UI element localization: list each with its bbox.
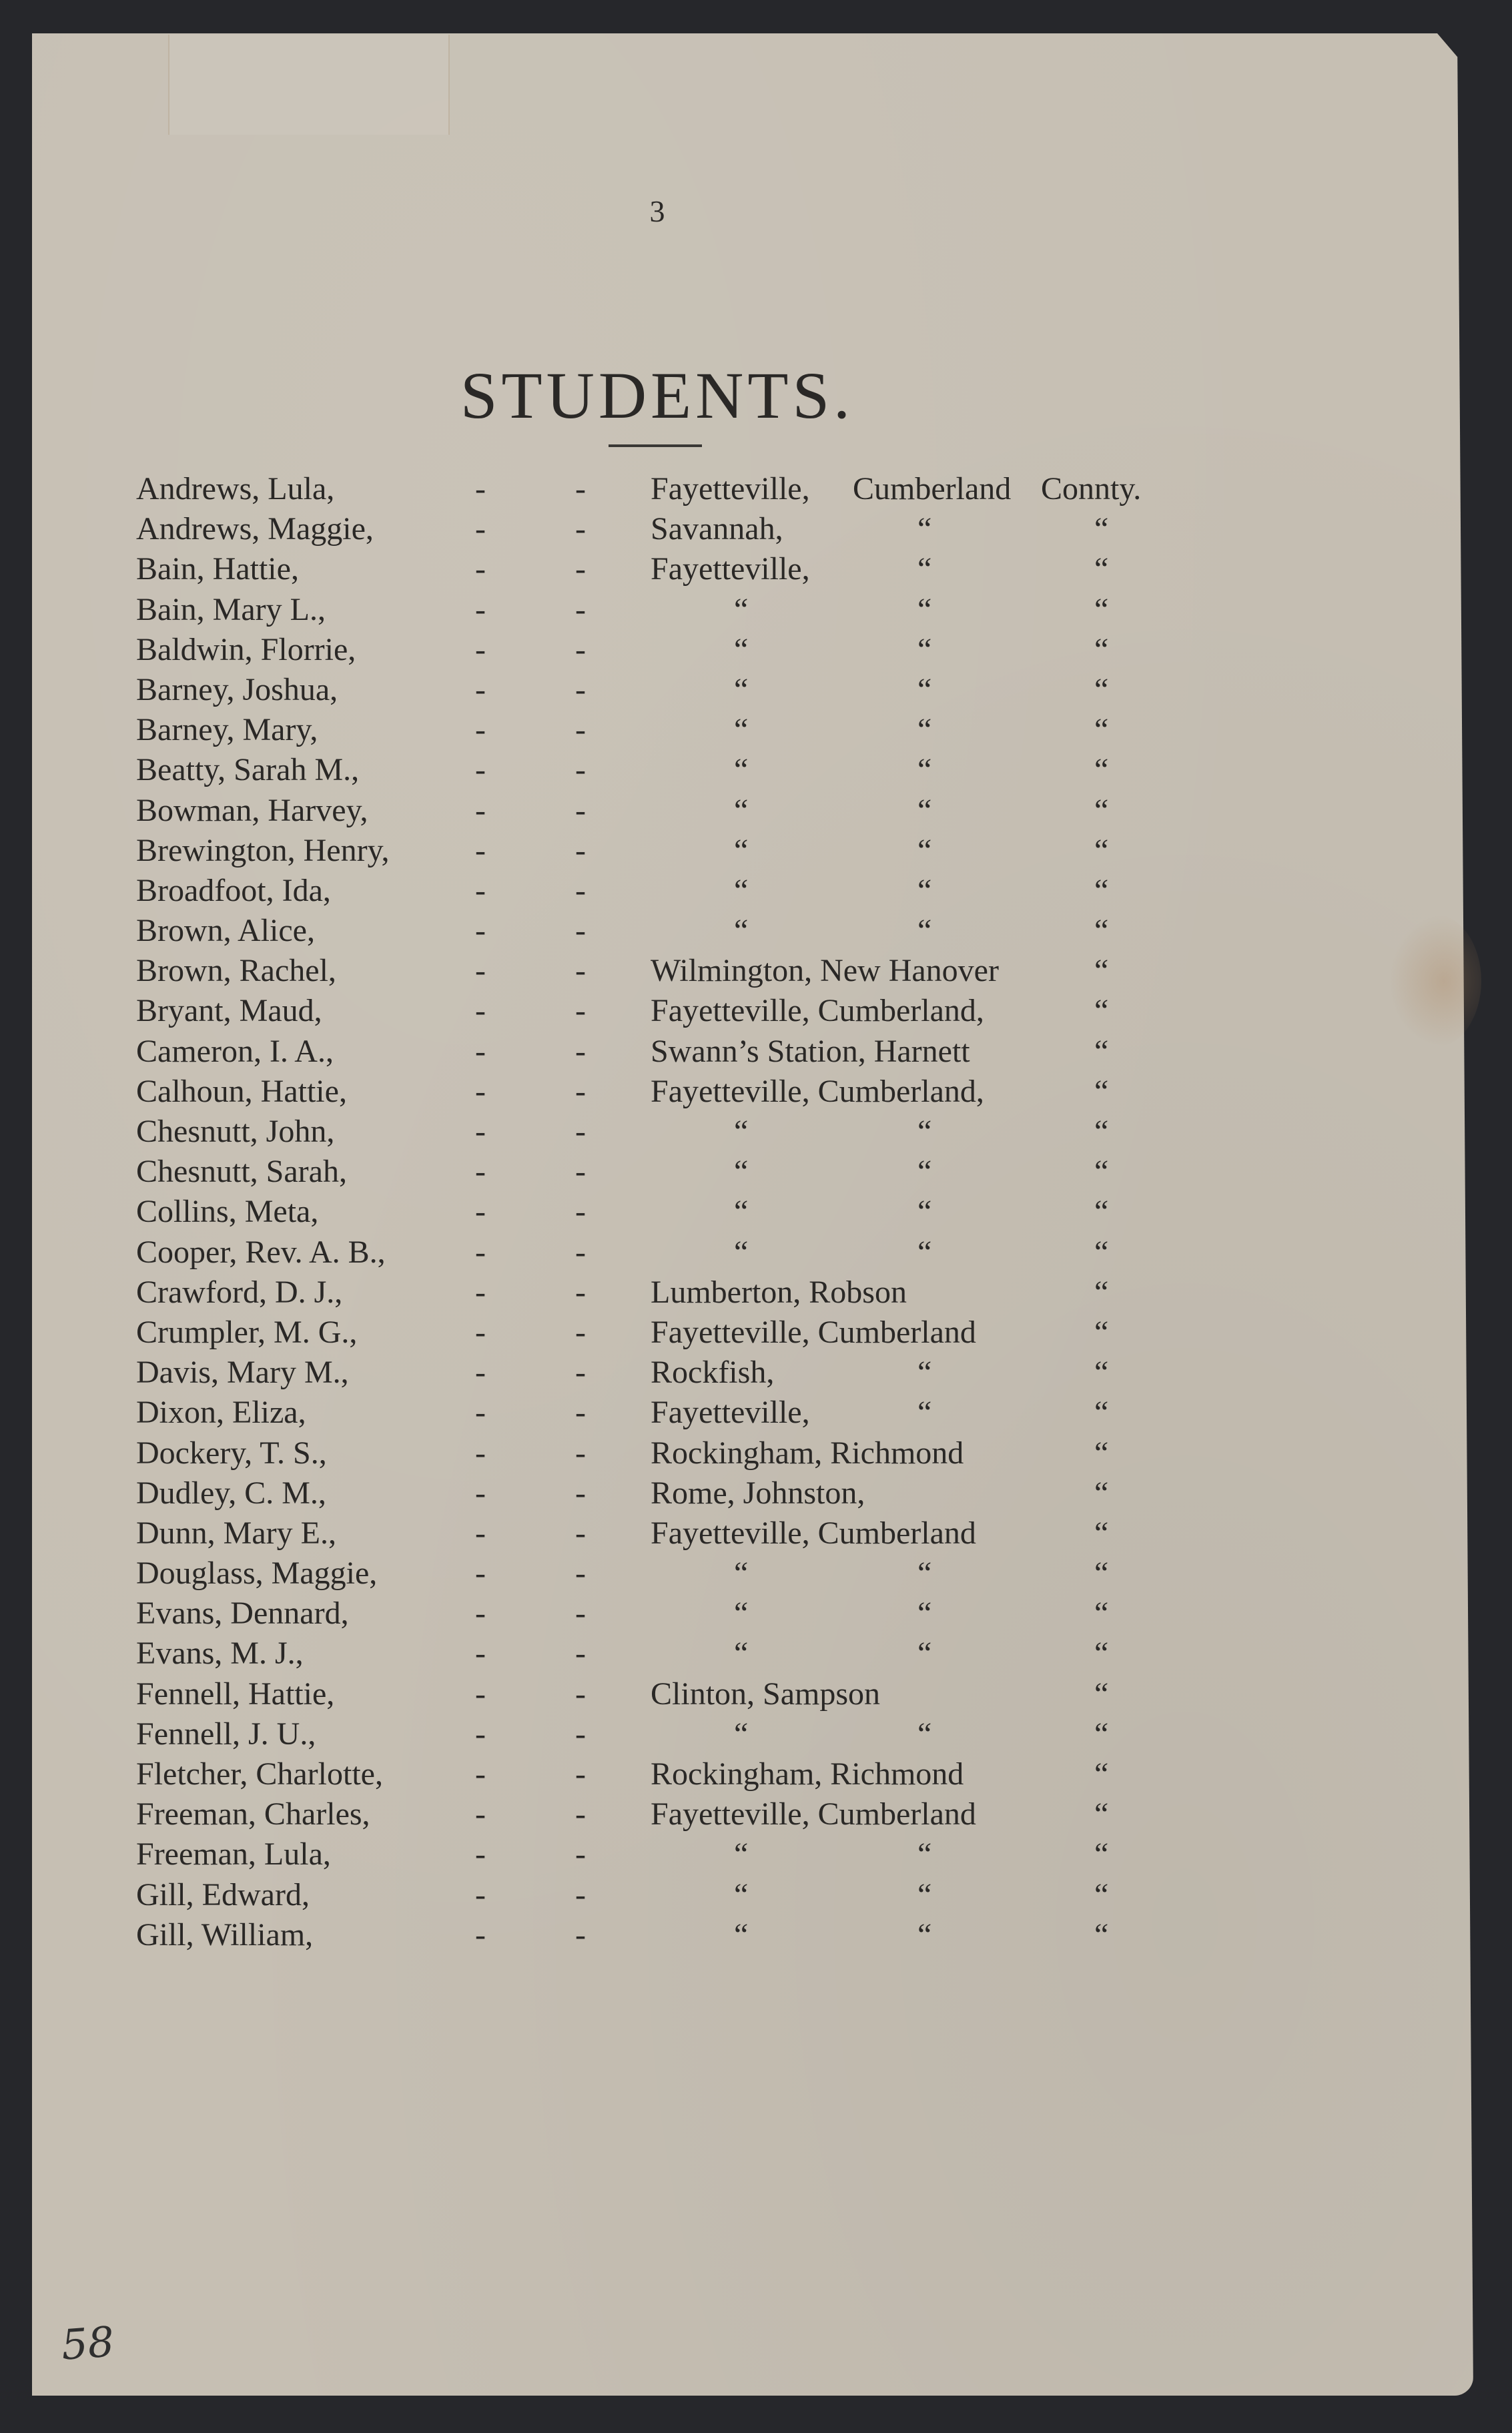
student-row xyxy=(0,1796,1512,1836)
student-row xyxy=(0,1033,1512,1073)
ditto-mark-town: “ xyxy=(734,1876,749,1913)
separator-dash: - xyxy=(575,1555,586,1592)
ditto-mark-state: “ xyxy=(1094,913,1109,949)
county-label: Connty. xyxy=(1041,471,1142,506)
separator-dash: - xyxy=(575,1274,586,1310)
separator-dash: - xyxy=(475,712,486,748)
student-name: Brewington, Henry, xyxy=(136,832,390,868)
student-row xyxy=(0,912,1512,952)
student-row xyxy=(0,1153,1512,1193)
ditto-mark-state: “ xyxy=(1094,1154,1109,1190)
student-row xyxy=(0,992,1512,1032)
student-row xyxy=(0,872,1512,912)
student-row xyxy=(0,1515,1512,1555)
student-row xyxy=(0,1314,1512,1354)
ditto-mark-state: “ xyxy=(1094,1917,1109,1953)
ditto-mark-town: “ xyxy=(734,1234,749,1270)
ditto-mark-county: “ xyxy=(917,1355,932,1391)
student-residence: Fayetteville, xyxy=(651,471,810,506)
separator-dash: - xyxy=(575,631,586,667)
ditto-mark-county: “ xyxy=(917,551,932,587)
separator-dash: - xyxy=(575,1917,586,1953)
student-row xyxy=(0,470,1512,510)
separator-dash: - xyxy=(575,1596,586,1632)
student-residence: Swann’s Station, Harnett xyxy=(651,1033,970,1069)
separator-dash: - xyxy=(575,1636,586,1672)
ditto-mark-county: “ xyxy=(917,1555,932,1592)
student-name: Chesnutt, Sarah, xyxy=(136,1154,347,1190)
student-name: Beatty, Sarah M., xyxy=(136,752,360,788)
separator-dash: - xyxy=(475,1314,486,1350)
student-name: Dudley, C. M., xyxy=(136,1475,326,1511)
student-name: Cameron, I. A., xyxy=(136,1033,334,1069)
separator-dash: - xyxy=(575,1114,586,1149)
separator-dash: - xyxy=(575,671,586,707)
separator-dash: - xyxy=(475,953,486,989)
student-row xyxy=(0,591,1512,631)
ditto-mark-county: “ xyxy=(917,1194,932,1230)
student-name: Gill, Edward, xyxy=(136,1876,310,1913)
separator-dash: - xyxy=(475,1836,486,1872)
ditto-mark-state: “ xyxy=(1094,872,1109,908)
separator-dash: - xyxy=(475,1515,486,1551)
separator-dash: - xyxy=(575,471,586,506)
student-name: Fletcher, Charlotte, xyxy=(136,1756,383,1792)
student-row xyxy=(0,1876,1512,1917)
ditto-mark-town: “ xyxy=(734,1154,749,1190)
student-row xyxy=(0,1354,1512,1394)
archival-mark: 58 xyxy=(59,2317,116,2370)
student-name: Evans, Dennard, xyxy=(136,1596,349,1632)
separator-dash: - xyxy=(475,993,486,1029)
student-name: Freeman, Lula, xyxy=(136,1836,331,1872)
student-residence: Fayetteville, Cumberland, xyxy=(651,1073,984,1109)
ditto-mark-town: “ xyxy=(734,1716,749,1752)
student-row xyxy=(0,832,1512,872)
separator-dash: - xyxy=(575,792,586,828)
separator-dash: - xyxy=(575,752,586,788)
student-residence: Fayetteville, Cumberland xyxy=(651,1515,976,1551)
ditto-mark-town: “ xyxy=(734,591,749,627)
ditto-mark-state: “ xyxy=(1094,792,1109,828)
ditto-mark-town: “ xyxy=(734,1596,749,1632)
separator-dash: - xyxy=(475,1154,486,1190)
ditto-mark-town: “ xyxy=(734,792,749,828)
separator-dash: - xyxy=(475,551,486,587)
ditto-mark-state: “ xyxy=(1094,1756,1109,1792)
student-residence: Fayetteville, Cumberland, xyxy=(651,993,984,1029)
ditto-mark-county: “ xyxy=(917,671,932,707)
ditto-mark-state: “ xyxy=(1094,832,1109,868)
ditto-mark-state: “ xyxy=(1094,1073,1109,1109)
separator-dash: - xyxy=(575,913,586,949)
student-row xyxy=(0,792,1512,832)
ditto-mark-state: “ xyxy=(1094,1716,1109,1752)
separator-dash: - xyxy=(475,1395,486,1431)
student-list xyxy=(0,470,1512,1957)
student-row xyxy=(0,1193,1512,1233)
student-row xyxy=(0,952,1512,992)
separator-dash: - xyxy=(575,1756,586,1792)
ditto-mark-state: “ xyxy=(1094,631,1109,667)
separator-dash: - xyxy=(475,1114,486,1149)
separator-dash: - xyxy=(475,872,486,908)
ditto-mark-county: “ xyxy=(917,1114,932,1149)
ditto-mark-town: “ xyxy=(734,1194,749,1230)
separator-dash: - xyxy=(575,591,586,627)
separator-dash: - xyxy=(475,913,486,949)
separator-dash: - xyxy=(475,1194,486,1230)
student-name: Bain, Hattie, xyxy=(136,551,299,587)
separator-dash: - xyxy=(575,1234,586,1270)
ditto-mark-county: “ xyxy=(917,511,932,547)
ditto-mark-state: “ xyxy=(1094,1596,1109,1632)
student-residence: Lumberton, Robson xyxy=(651,1274,907,1310)
student-residence: Rockfish, xyxy=(651,1355,775,1391)
separator-dash: - xyxy=(575,1033,586,1069)
student-name: Barney, Mary, xyxy=(136,712,318,748)
student-name: Davis, Mary M., xyxy=(136,1355,349,1391)
ditto-mark-town: “ xyxy=(734,1836,749,1872)
separator-dash: - xyxy=(475,1676,486,1712)
student-row xyxy=(0,671,1512,711)
separator-dash: - xyxy=(575,1355,586,1391)
student-row xyxy=(0,1113,1512,1153)
student-residence: Rockingham, Richmond xyxy=(651,1756,964,1792)
separator-dash: - xyxy=(575,511,586,547)
student-name: Collins, Meta, xyxy=(136,1194,319,1230)
page-number: 3 xyxy=(649,194,665,228)
separator-dash: - xyxy=(475,1555,486,1592)
ditto-mark-state: “ xyxy=(1094,1194,1109,1230)
ditto-mark-state: “ xyxy=(1094,1796,1109,1832)
ditto-mark-town: “ xyxy=(734,752,749,788)
student-row xyxy=(0,510,1512,551)
separator-dash: - xyxy=(475,1636,486,1672)
student-name: Barney, Joshua, xyxy=(136,671,338,707)
ditto-mark-county: “ xyxy=(917,1917,932,1953)
student-name: Fennell, J. U., xyxy=(136,1716,316,1752)
ditto-mark-state: “ xyxy=(1094,591,1109,627)
ditto-mark-state: “ xyxy=(1094,1555,1109,1592)
student-name: Andrews, Lula, xyxy=(136,471,335,506)
separator-dash: - xyxy=(475,1435,486,1471)
ditto-mark-state: “ xyxy=(1094,1395,1109,1431)
separator-dash: - xyxy=(475,752,486,788)
student-name: Baldwin, Florrie, xyxy=(136,631,356,667)
student-row xyxy=(0,1555,1512,1595)
student-residence: Fayetteville, Cumberland xyxy=(651,1314,976,1350)
ditto-mark-town: “ xyxy=(734,671,749,707)
ditto-mark-state: “ xyxy=(1094,1274,1109,1310)
tape-residue xyxy=(168,35,450,135)
student-name: Bowman, Harvey, xyxy=(136,792,368,828)
separator-dash: - xyxy=(575,953,586,989)
student-row xyxy=(0,1635,1512,1675)
student-name: Brown, Rachel, xyxy=(136,953,336,989)
ditto-mark-state: “ xyxy=(1094,1636,1109,1672)
ditto-mark-state: “ xyxy=(1094,1234,1109,1270)
student-name: Crawford, D. J., xyxy=(136,1274,343,1310)
student-row xyxy=(0,551,1512,591)
ditto-mark-state: “ xyxy=(1094,1355,1109,1391)
ditto-mark-state: “ xyxy=(1094,1435,1109,1471)
ditto-mark-town: “ xyxy=(734,1917,749,1953)
ditto-mark-town: “ xyxy=(734,1114,749,1149)
separator-dash: - xyxy=(575,872,586,908)
ditto-mark-state: “ xyxy=(1094,953,1109,989)
ditto-mark-state: “ xyxy=(1094,752,1109,788)
separator-dash: - xyxy=(475,471,486,506)
student-row xyxy=(0,1716,1512,1756)
separator-dash: - xyxy=(475,1917,486,1953)
separator-dash: - xyxy=(575,1435,586,1471)
separator-dash: - xyxy=(475,1796,486,1832)
ditto-mark-county: “ xyxy=(917,832,932,868)
student-residence: Rome, Johnston, xyxy=(651,1475,865,1511)
student-name: Evans, M. J., xyxy=(136,1636,304,1672)
student-row xyxy=(0,1073,1512,1113)
separator-dash: - xyxy=(575,551,586,587)
ditto-mark-state: “ xyxy=(1094,1876,1109,1913)
separator-dash: - xyxy=(575,1194,586,1230)
ditto-mark-town: “ xyxy=(734,913,749,949)
separator-dash: - xyxy=(475,792,486,828)
separator-dash: - xyxy=(575,712,586,748)
student-name: Douglass, Maggie, xyxy=(136,1555,378,1592)
student-name: Crumpler, M. G., xyxy=(136,1314,358,1350)
separator-dash: - xyxy=(575,1716,586,1752)
ditto-mark-county: “ xyxy=(917,1716,932,1752)
student-name: Bryant, Maud, xyxy=(136,993,322,1029)
separator-dash: - xyxy=(475,1274,486,1310)
student-name: Cooper, Rev. A. B., xyxy=(136,1234,386,1270)
separator-dash: - xyxy=(575,1796,586,1832)
student-name: Calhoun, Hattie, xyxy=(136,1073,347,1109)
student-residence: Fayetteville, Cumberland xyxy=(651,1796,976,1832)
separator-dash: - xyxy=(475,1716,486,1752)
separator-dash: - xyxy=(575,1395,586,1431)
student-name: Brown, Alice, xyxy=(136,913,315,949)
separator-dash: - xyxy=(575,1836,586,1872)
ditto-mark-county: “ xyxy=(917,913,932,949)
separator-dash: - xyxy=(475,832,486,868)
separator-dash: - xyxy=(575,993,586,1029)
separator-dash: - xyxy=(575,1676,586,1712)
ditto-mark-county: “ xyxy=(917,1154,932,1190)
separator-dash: - xyxy=(475,591,486,627)
student-row xyxy=(0,631,1512,671)
ditto-mark-town: “ xyxy=(734,631,749,667)
separator-dash: - xyxy=(575,1073,586,1109)
student-row xyxy=(0,1394,1512,1434)
ditto-mark-county: Cumberland xyxy=(853,471,1012,506)
ditto-mark-state: “ xyxy=(1094,712,1109,748)
student-residence: Wilmington, New Hanover xyxy=(651,953,999,989)
ditto-mark-state: “ xyxy=(1094,1836,1109,1872)
ditto-mark-county: “ xyxy=(917,1876,932,1913)
ditto-mark-county: “ xyxy=(917,872,932,908)
student-row xyxy=(0,1234,1512,1274)
separator-dash: - xyxy=(475,1475,486,1511)
separator-dash: - xyxy=(575,1515,586,1551)
ditto-mark-county: “ xyxy=(917,712,932,748)
student-row xyxy=(0,711,1512,751)
separator-dash: - xyxy=(475,511,486,547)
separator-dash: - xyxy=(475,1355,486,1391)
separator-dash: - xyxy=(575,1475,586,1511)
student-row xyxy=(0,1475,1512,1515)
student-name: Andrews, Maggie, xyxy=(136,511,374,547)
ditto-mark-state: “ xyxy=(1094,671,1109,707)
ditto-mark-state: “ xyxy=(1094,511,1109,547)
ditto-mark-county: “ xyxy=(917,591,932,627)
student-name: Broadfoot, Ida, xyxy=(136,872,331,908)
student-residence: Fayetteville, xyxy=(651,1395,810,1431)
student-residence: Fayetteville, xyxy=(651,551,810,587)
student-name: Freeman, Charles, xyxy=(136,1796,370,1832)
ditto-mark-county: “ xyxy=(917,1836,932,1872)
separator-dash: - xyxy=(575,1314,586,1350)
student-name: Gill, William, xyxy=(136,1917,314,1953)
student-row xyxy=(0,1917,1512,1957)
student-row xyxy=(0,751,1512,791)
student-row xyxy=(0,1274,1512,1314)
ditto-mark-town: “ xyxy=(734,1636,749,1672)
ditto-mark-state: “ xyxy=(1094,1114,1109,1149)
ditto-mark-county: “ xyxy=(917,792,932,828)
ditto-mark-county: “ xyxy=(917,1636,932,1672)
separator-dash: - xyxy=(475,1876,486,1913)
ditto-mark-town: “ xyxy=(734,1555,749,1592)
student-row xyxy=(0,1676,1512,1716)
separator-dash: - xyxy=(475,1234,486,1270)
student-residence: Savannah, xyxy=(651,511,783,547)
student-name: Fennell, Hattie, xyxy=(136,1676,335,1712)
ditto-mark-county: “ xyxy=(917,752,932,788)
ditto-mark-state: “ xyxy=(1094,551,1109,587)
separator-dash: - xyxy=(575,832,586,868)
title-rule xyxy=(609,444,702,447)
separator-dash: - xyxy=(475,1596,486,1632)
student-row xyxy=(0,1595,1512,1635)
separator-dash: - xyxy=(475,1073,486,1109)
student-name: Chesnutt, John, xyxy=(136,1114,335,1149)
ditto-mark-state: “ xyxy=(1094,1515,1109,1551)
ditto-mark-state: “ xyxy=(1094,1033,1109,1069)
student-name: Bain, Mary L., xyxy=(136,591,326,627)
student-row xyxy=(0,1836,1512,1876)
separator-dash: - xyxy=(575,1154,586,1190)
ditto-mark-town: “ xyxy=(734,832,749,868)
ditto-mark-town: “ xyxy=(734,872,749,908)
ditto-mark-county: “ xyxy=(917,1596,932,1632)
student-name: Dixon, Eliza, xyxy=(136,1395,306,1431)
ditto-mark-state: “ xyxy=(1094,1676,1109,1712)
ditto-mark-county: “ xyxy=(917,1395,932,1431)
separator-dash: - xyxy=(475,631,486,667)
ditto-mark-county: “ xyxy=(917,1234,932,1270)
separator-dash: - xyxy=(475,671,486,707)
separator-dash: - xyxy=(475,1033,486,1069)
separator-dash: - xyxy=(475,1756,486,1792)
ditto-mark-state: “ xyxy=(1094,1314,1109,1350)
ditto-mark-town: “ xyxy=(734,712,749,748)
ditto-mark-state: “ xyxy=(1094,1475,1109,1511)
student-name: Dockery, T. S., xyxy=(136,1435,327,1471)
ditto-mark-state: “ xyxy=(1094,993,1109,1029)
student-row xyxy=(0,1756,1512,1796)
ditto-mark-county: “ xyxy=(917,631,932,667)
page-title: STUDENTS. xyxy=(460,358,855,432)
student-name: Dunn, Mary E., xyxy=(136,1515,336,1551)
separator-dash: - xyxy=(575,1876,586,1913)
student-residence: Rockingham, Richmond xyxy=(651,1435,964,1471)
student-residence: Clinton, Sampson xyxy=(651,1676,881,1712)
student-row xyxy=(0,1435,1512,1475)
